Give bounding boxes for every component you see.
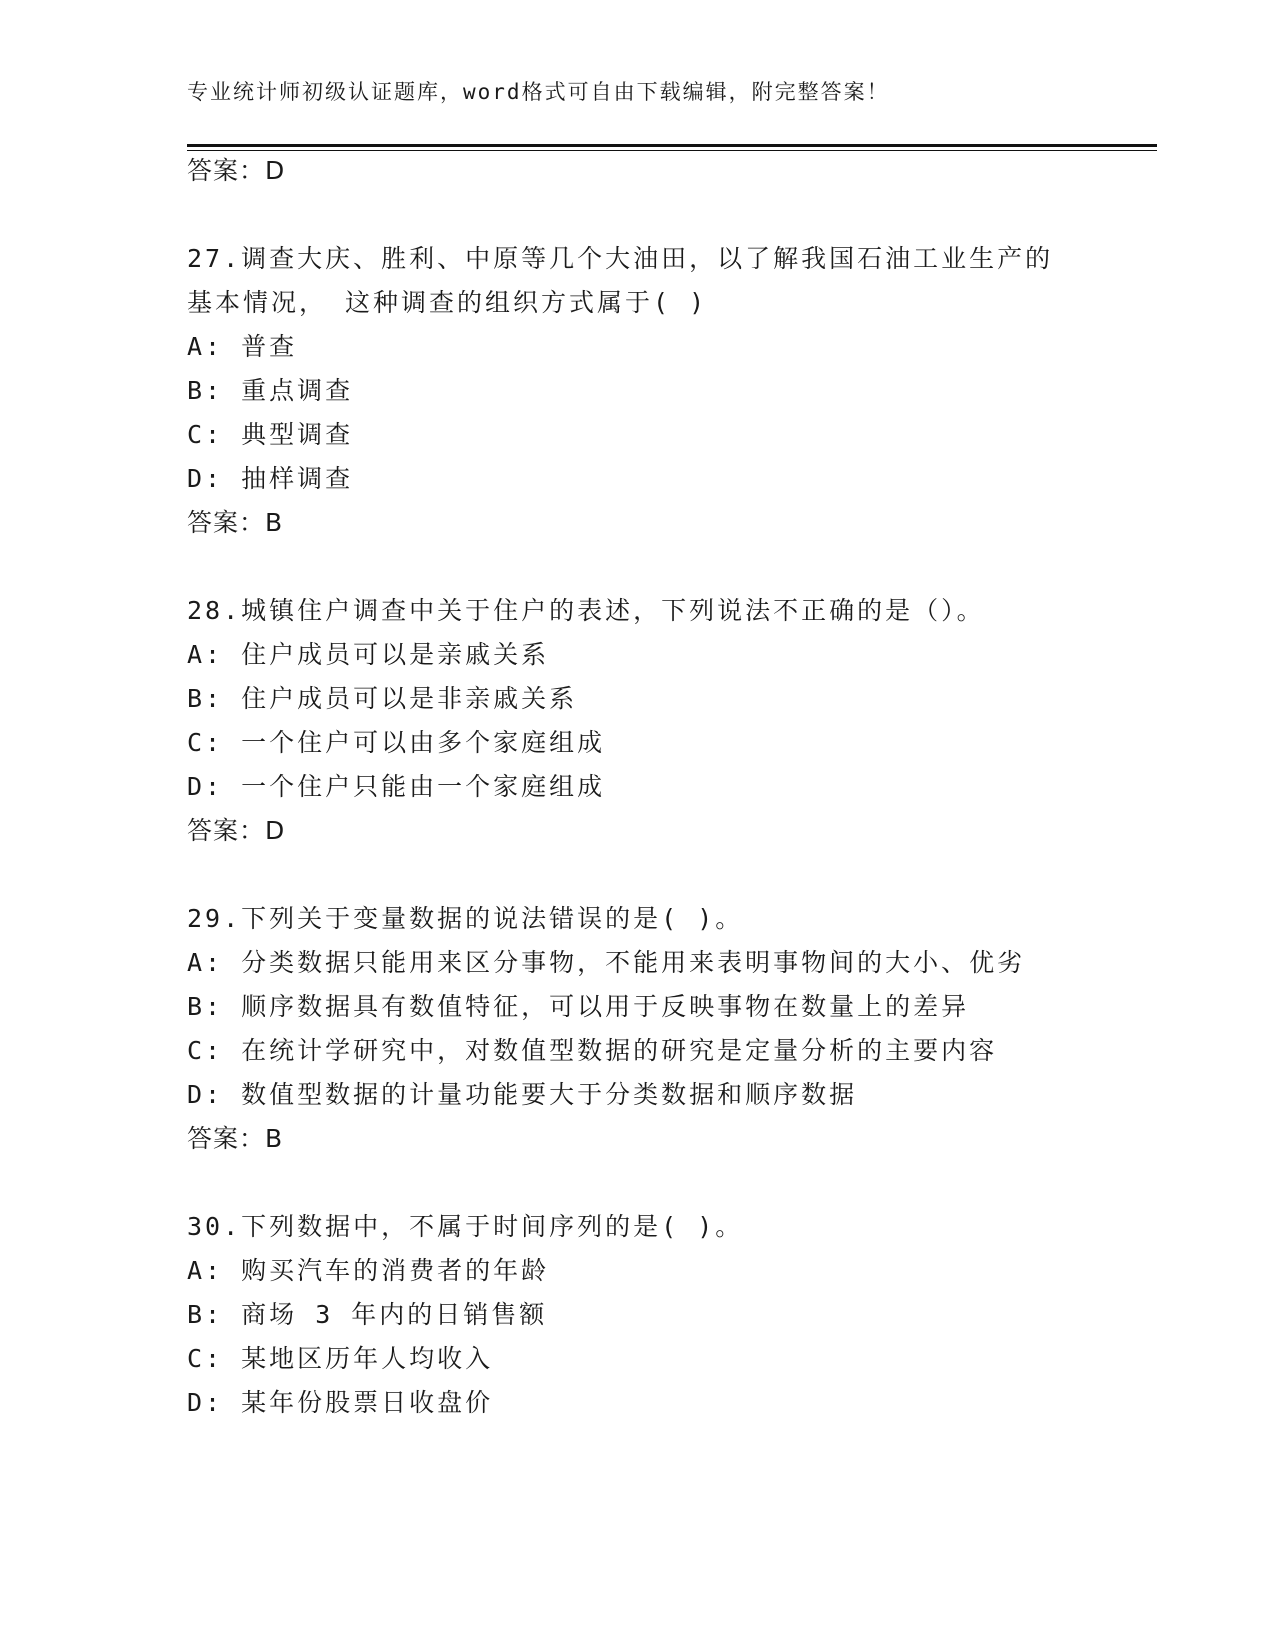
question-29-stem-line-1: 29.下列关于变量数据的说法错误的是( )。: [187, 904, 744, 933]
question-28-option-b: B: 住户成员可以是非亲戚关系: [187, 684, 578, 713]
question-28-option-a: A: 住户成员可以是亲戚关系: [187, 640, 550, 669]
header-divider-thick: [187, 144, 1157, 147]
question-27-option-a: A: 普查: [187, 332, 298, 361]
question-29-option-c: C: 在统计学研究中，对数值型数据的研究是定量分析的主要内容: [187, 1036, 998, 1065]
header-divider-thin: [187, 150, 1157, 151]
question-29-option-d: D: 数值型数据的计量功能要大于分类数据和顺序数据: [187, 1080, 858, 1109]
question-30-option-b: B: 商场 3 年内的日销售额: [187, 1300, 548, 1329]
question-27-stem-line-1: 27.调查大庆、胜利、中原等几个大油田，以了解我国石油工业生产的: [187, 244, 1054, 273]
question-27-answer: 答案：B: [187, 508, 284, 537]
question-28-stem-line-1: 28.城镇住户调查中关于住户的表述，下列说法不正确的是（）。: [187, 596, 985, 625]
question-28-option-c: C: 一个住户可以由多个家庭组成: [187, 728, 606, 757]
question-27-option-b: B: 重点调查: [187, 376, 354, 405]
question-29-option-a: A: 分类数据只能用来区分事物，不能用来表明事物间的大小、优劣: [187, 948, 1026, 977]
question-30-option-d: D: 某年份股票日收盘价: [187, 1388, 494, 1417]
question-29-answer: 答案：B: [187, 1124, 284, 1153]
question-27-option-c: C: 典型调查: [187, 420, 354, 449]
question-30-stem-line-1: 30.下列数据中，不属于时间序列的是( )。: [187, 1212, 744, 1241]
question-29-option-b: B: 顺序数据具有数值特征，可以用于反映事物在数量上的差异: [187, 992, 970, 1021]
question-27-option-d: D: 抽样调查: [187, 464, 354, 493]
previous-answer: 答案：D: [187, 156, 286, 185]
question-30-option-c: C: 某地区历年人均收入: [187, 1344, 494, 1373]
page-header-text: 专业统计师初级认证题库，word格式可自由下载编辑，附完整答案！: [187, 80, 890, 104]
question-28-answer: 答案：D: [187, 816, 286, 845]
question-30-option-a: A: 购买汽车的消费者的年龄: [187, 1256, 550, 1285]
question-27-stem-line-2: 基本情况， 这种调查的组织方式属于( ): [187, 288, 708, 317]
question-28-option-d: D: 一个住户只能由一个家庭组成: [187, 772, 606, 801]
